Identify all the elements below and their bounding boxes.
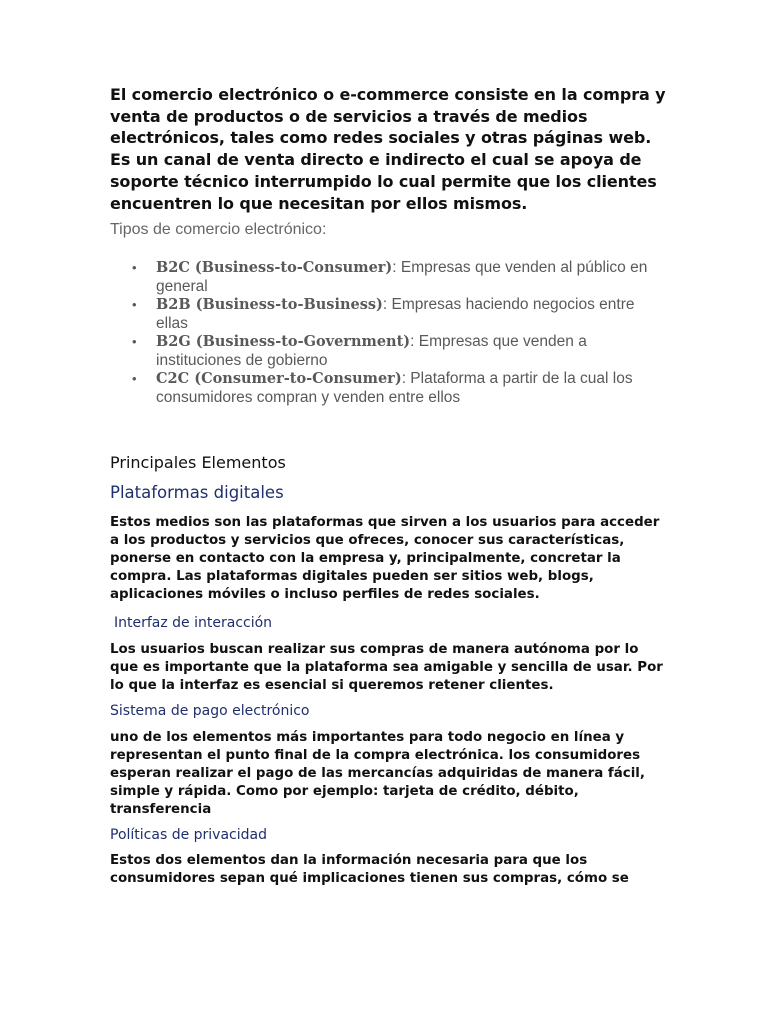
bullet-icon: • [132, 260, 137, 276]
bullet-icon: • [132, 297, 137, 313]
type-code: B2G (Business-to-Government) [156, 333, 411, 351]
plataformas-paragraph: Estos medios son las plataformas que sirven a los usuarios para acceder a los productos y servicios que ofreces, conocer sus características, ponerse en contacto con la empresa y, principalmente, concretar la compra. Las plataformas digitales pueden ser sitios web, blogs, aplicaciones móviles o incluso perfiles de redes sociales. [110, 515, 660, 603]
tipos-heading: Tipos de comercio electrónico: [110, 221, 327, 239]
intro-paragraph: El comercio electrónico o e-commerce consiste en la compra y venta de productos o de servicios a través de medios electrónicos, tales como redes sociales y otras páginas web. Es un canal de venta directo e indirecto el cual se apoya de soporte técnico interrumpido lo cual permite que los clientes encuentren lo que necesitan por ellos mismos. [110, 85, 666, 213]
interfaz-heading: Interfaz de interacción [114, 615, 273, 632]
type-desc: : Empresas haciendo negocios entre ellas [156, 296, 635, 332]
interfaz-paragraph: Los usuarios buscan realizar sus compras de manera autónoma por lo que es importante que la plataforma sea amigable y sencilla de usar. Por lo que la interfaz es esencial si queremos retener clientes. [110, 642, 663, 694]
plataformas-heading: Plataformas digitales [110, 483, 284, 503]
principales-heading: Principales Elementos [110, 453, 286, 473]
list-item [110, 259, 670, 296]
types-list [110, 259, 670, 407]
type-desc: : Empresas que venden al público en general [156, 259, 648, 295]
list-item [110, 333, 670, 370]
type-desc: : Plataforma a partir de la cual los consumidores compran y venden entre ellos [156, 370, 633, 406]
list-item [110, 296, 670, 333]
bullet-icon: • [132, 371, 137, 387]
type-code: B2B (Business-to-Business) [156, 296, 383, 314]
type-desc: : Empresas que venden a instituciones de gobierno [156, 333, 587, 369]
type-code: B2C (Business-to-Consumer) [156, 259, 393, 277]
document-page [110, 84, 670, 888]
privacidad-paragraph: Estos dos elementos dan la información necesaria para que los consumidores sepan qué implicaciones tienen sus compras, cómo se [110, 853, 629, 887]
privacidad-heading: Políticas de privacidad [110, 827, 267, 844]
list-item [110, 370, 670, 407]
pago-heading: Sistema de pago electrónico [110, 703, 310, 720]
type-code: C2C (Consumer-to-Consumer) [156, 370, 402, 388]
pago-paragraph: uno de los elementos más importantes para todo negocio en línea y representan el punto final de la compra electrónica. los consumidores esperan realizar el pago de las mercancías adquiridas de manera fácil, simple y rápida. Como por ejemplo: tarjeta de crédito, débito, transferencia [110, 730, 645, 818]
bullet-icon: • [132, 334, 137, 350]
